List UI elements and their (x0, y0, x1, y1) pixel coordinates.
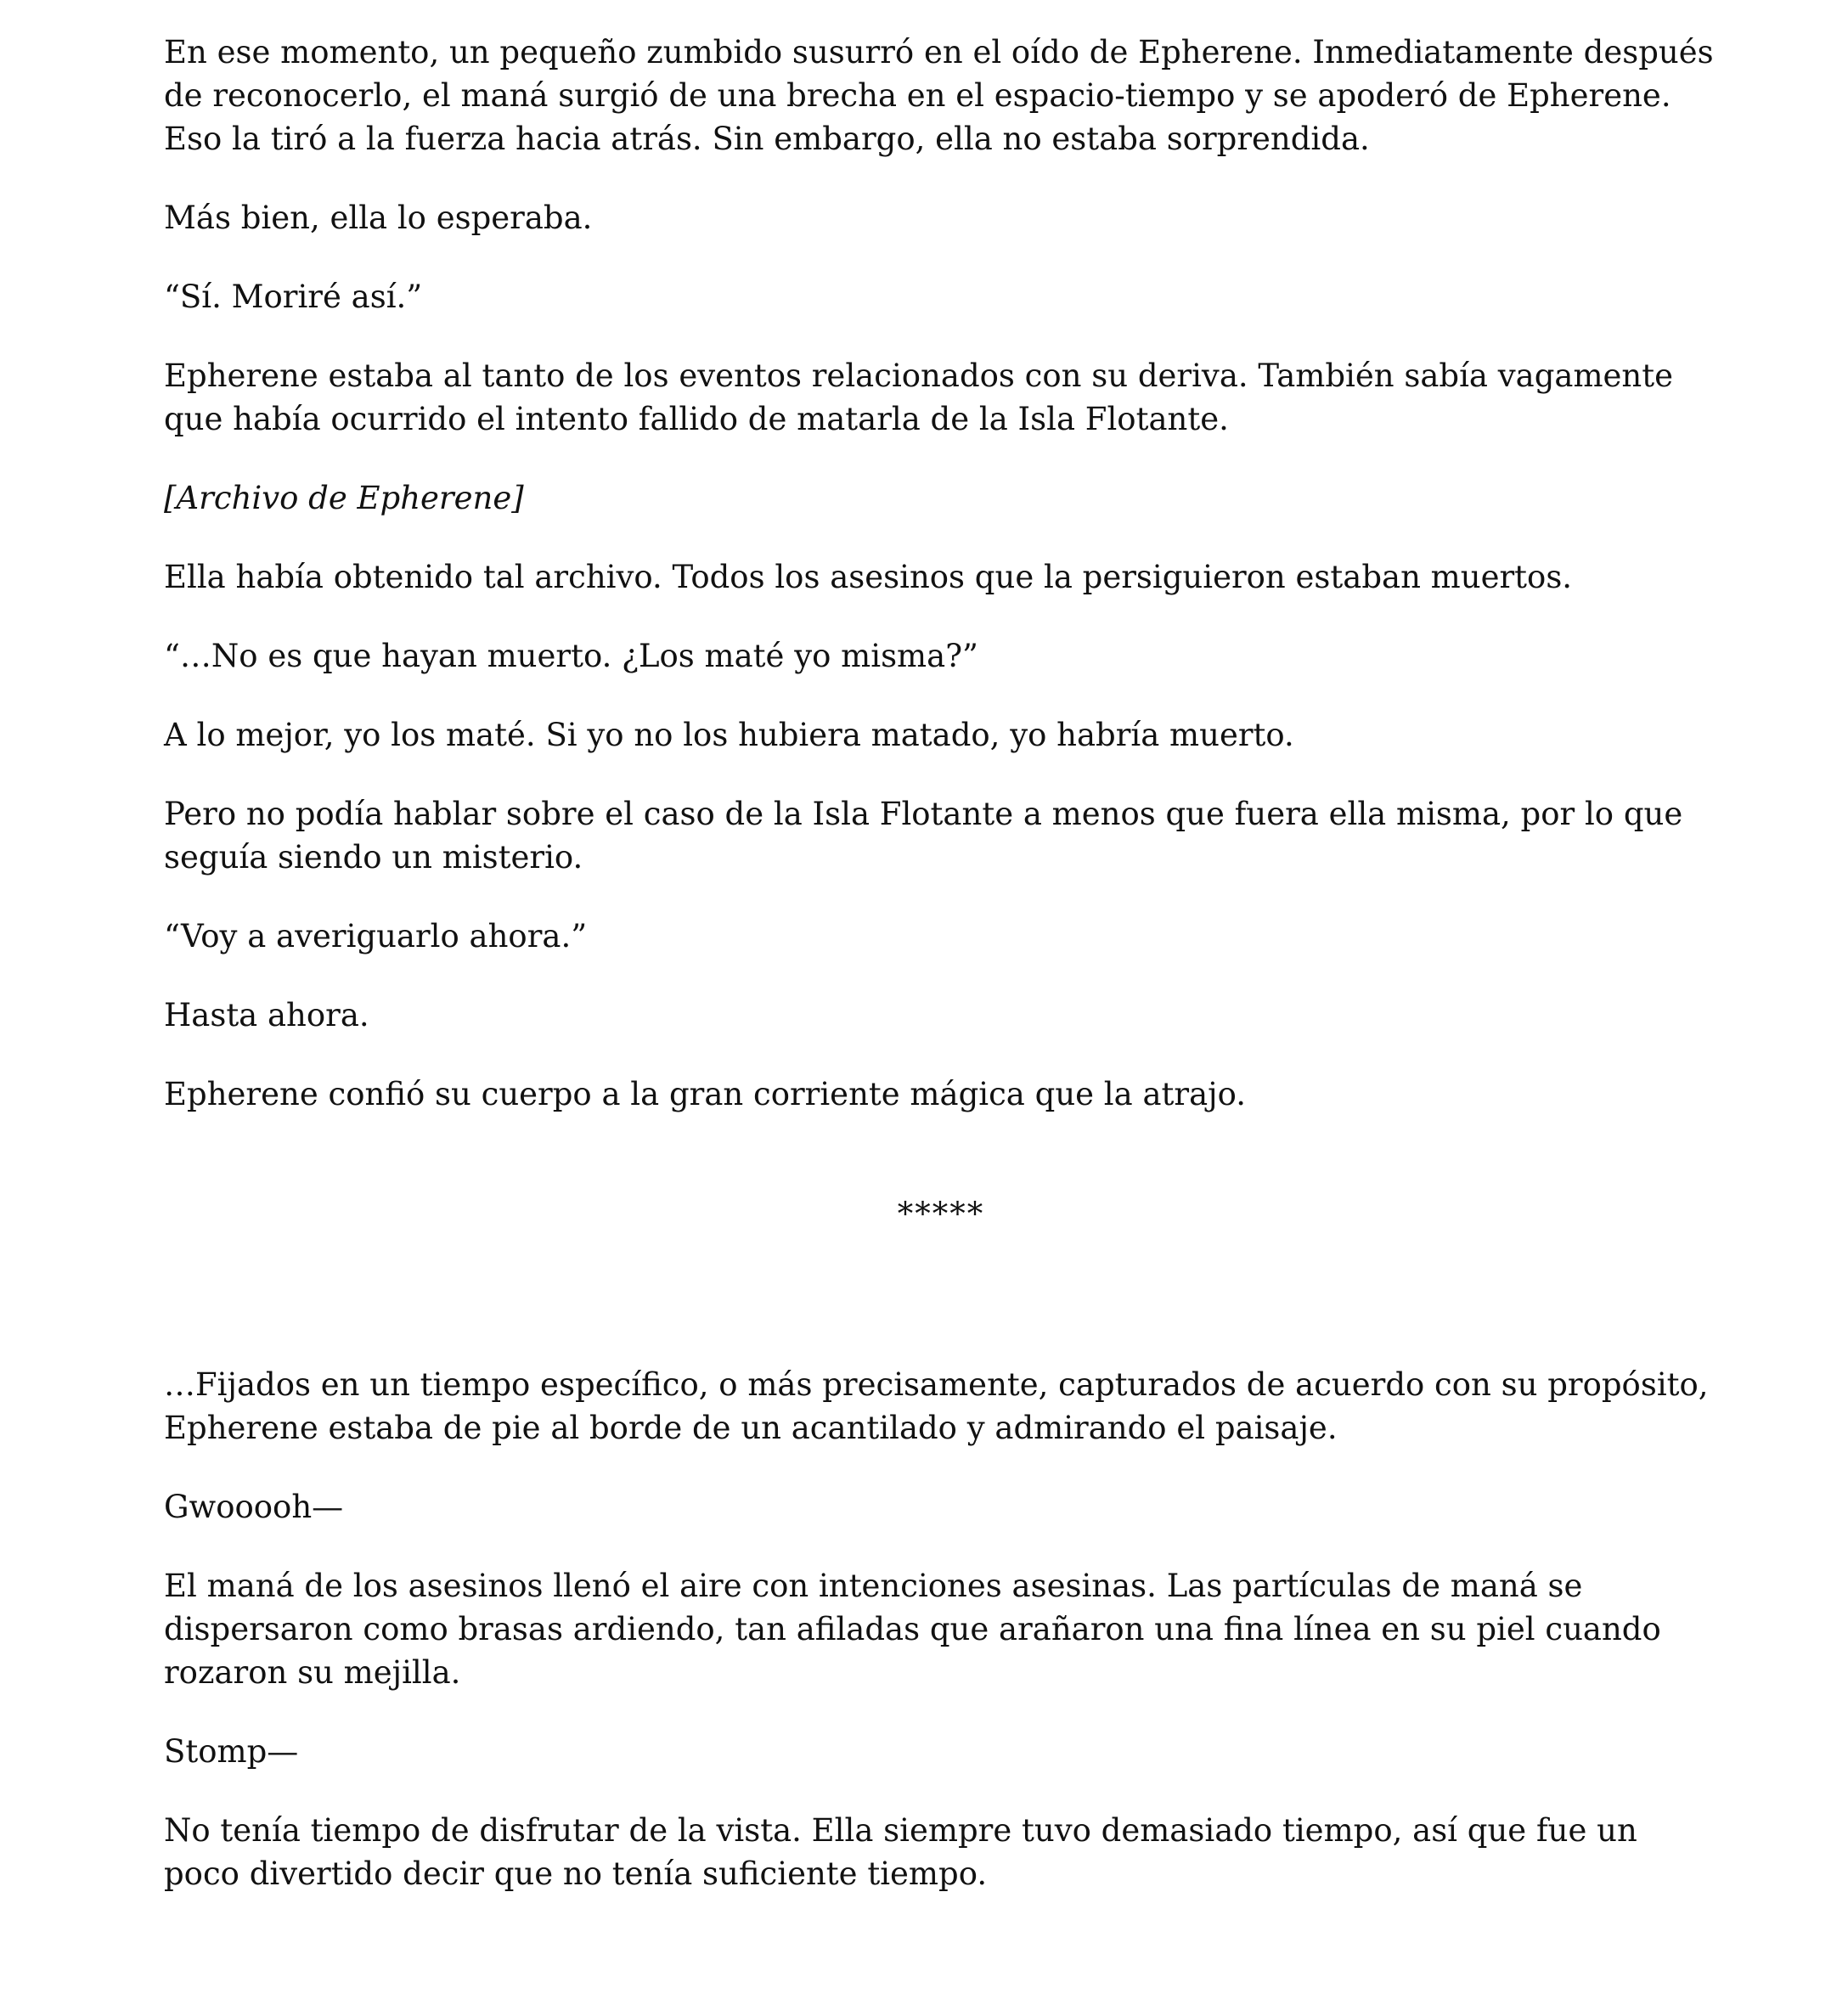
paragraph: Pero no podía hablar sobre el caso de la Isla Flotante a menos que fuera ella misma, por lo que seguía siendo un misterio. (164, 796, 1683, 876)
document-page (164, 31, 1718, 1931)
paragraph: Ella había obtenido tal archivo. Todos los asesinos que la persiguieron estaban muertos. (164, 559, 1573, 595)
sound-effect: Stomp— (164, 1733, 299, 1770)
paragraph: …Fijados en un tiempo específico, o más precisamente, capturados de acuerdo con su propósito, Epherene estaba de pie al borde de un acantilado y admirando el paisaje. (164, 1366, 1709, 1446)
scene-separator: ***** (897, 1196, 985, 1232)
paragraph: Hasta ahora. (164, 997, 369, 1033)
paragraph: Epherene confió su cuerpo a la gran corriente mágica que la atrajo. (164, 1076, 1246, 1112)
paragraph: Más bien, ella lo esperaba. (164, 200, 593, 236)
archive-title: [Archivo de Epherene] (164, 480, 524, 516)
paragraph: En ese momento, un pequeño zumbido susurró en el oído de Epherene. Inmediatamente después de reconocerlo, el maná surgió de una brecha en el espacio-tiempo y se apoderó de Epherene. Eso la tiró a la fuerza hacia atrás. Sin embargo, ella no estaba sorprendida. (164, 34, 1714, 157)
sound-effect: Gwooooh— (164, 1489, 344, 1525)
paragraph: Epherene estaba al tanto de los eventos relacionados con su deriva. También sabía vagamente que había ocurrido el intento fallido de matarla de la Isla Flotante. (164, 358, 1674, 437)
paragraph: El maná de los asesinos llenó el aire con intenciones asesinas. Las partículas de maná se dispersaron como brasas ardiendo, tan afiladas que arañaron una fina línea en su piel cuando rozaron su mejilla. (164, 1568, 1661, 1691)
dialogue-line: “…No es que hayan muerto. ¿Los maté yo misma?” (164, 638, 978, 674)
paragraph: A lo mejor, yo los maté. Si yo no los hubiera matado, yo habría muerto. (164, 717, 1294, 753)
dialogue-line: “Sí. Moriré así.” (164, 279, 423, 315)
dialogue-line: “Voy a averiguarlo ahora.” (164, 918, 588, 954)
paragraph: No tenía tiempo de disfrutar de la vista. Ella siempre tuvo demasiado tiempo, así que fue un poco divertido decir que no tenía suficiente tiempo. (164, 1812, 1637, 1892)
